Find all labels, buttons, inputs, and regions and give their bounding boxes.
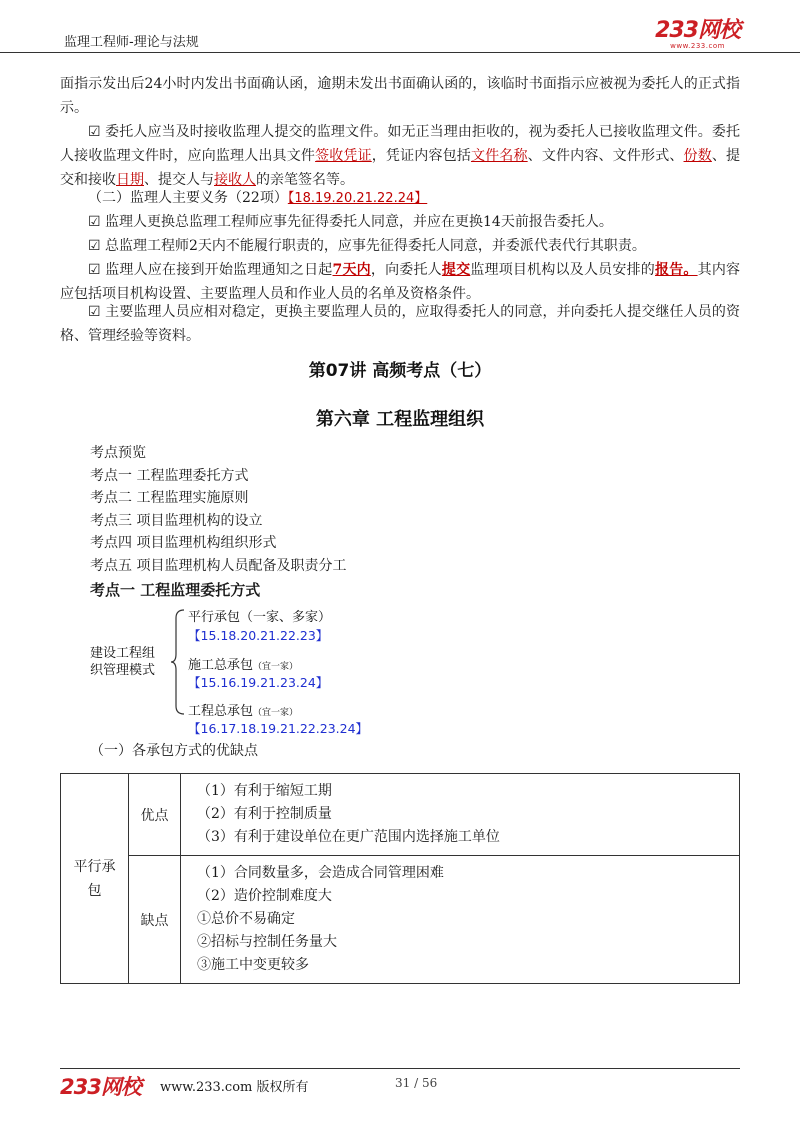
header-logo — [655, 20, 740, 50]
diagram-branch-construction-years: 【15.16.19.21.23.24】 — [188, 675, 329, 690]
table-disadvantages-list: （1）合同数量多，会造成合同管理困难 （2）造价控制难度大 ①总价不易确定 ②招标与控制任务量大 ③施工中变更较多 — [181, 856, 740, 984]
highlight-report: 报告。 — [654, 262, 698, 278]
page-number: 31 / 56 — [395, 1076, 438, 1090]
diagram-root: 建设工程组 织管理模式 — [90, 646, 156, 678]
diagram-branch-engineering: 工程总承包（宜一家） — [188, 704, 299, 719]
highlight-receipt: 签收凭证 — [315, 148, 372, 164]
footer-divider — [60, 1068, 740, 1069]
header-logo-text: 233网校 — [655, 18, 740, 43]
exam-years-tag: 【18.19.20.21.22.24】 — [287, 191, 428, 206]
highlight-date: 日期 — [116, 172, 144, 188]
highlight-submit: 提交 — [441, 262, 471, 278]
highlight-doc-name: 文件名称 — [470, 148, 528, 164]
diagram-brace — [170, 608, 190, 716]
preview-heading: 考点预览 — [90, 445, 146, 461]
preview-item: 考点二 工程监理实施原则 — [90, 490, 249, 506]
table-row — [61, 856, 740, 984]
table-row — [61, 774, 740, 856]
preview-item: 考点五 项目监理机构人员配备及职责分工 — [90, 557, 347, 574]
paragraph-replace-chief: ☑ 监理人更换总监理工程师应事先征得委托人同意，并应在更换14天前报告委托人。 — [88, 214, 613, 230]
chapter-title: 第六章 工程监理组织 — [315, 409, 485, 430]
header-divider — [0, 52, 800, 53]
highlight-copies: 份数 — [683, 148, 712, 164]
table-advantages-label: 优点 — [129, 774, 181, 856]
header-logo-url: www.233.com — [670, 42, 725, 50]
preview-item: 考点三 项目监理机构的设立 — [90, 512, 263, 529]
header-title: 监理工程师-理论与法规 — [64, 35, 199, 50]
footer-logo: 233网校 — [60, 1075, 141, 1099]
paragraph-receive-documents: ☑ 委托人应当及时接收监理人提交的监理文件。如无正当理由拒收的，视为委托人已接收监理文件。委托人接收监理文件时，应向监理人出具文件签收凭证，凭证内容包括文件名称、文件内容、文件形式、份数、提交和接收日期、提交人与接收人的亲笔签名等。 — [60, 124, 741, 188]
footer-site: www.233.com 版权所有 — [160, 1080, 309, 1095]
diagram-branch-engineering-years: 【16.17.18.19.21.22.23.24】 — [188, 721, 369, 736]
diagram-branch-parallel: 平行承包（一家、多家） — [188, 610, 332, 625]
table-disadvantages-label: 缺点 — [129, 856, 181, 984]
preview-item: 考点一 工程监理委托方式 — [90, 467, 249, 484]
table-advantages-list: （1）有利于缩短工期 （2）有利于控制质量 （3）有利于建设单位在更广范围内选择施工单位 — [181, 774, 740, 856]
preview-item: 考点四 项目监理机构组织形式 — [90, 535, 277, 551]
paragraph-chief-absence: ☑ 总监理工程师2天内不能履行职责的，应事先征得委托人同意，并委派代表代行其职责。 — [88, 238, 646, 254]
highlight-receiver: 接收人 — [214, 172, 256, 188]
pros-cons-table — [60, 773, 740, 984]
table-caption: （一）各承包方式的优缺点 — [90, 743, 258, 759]
paragraph-temp-instruction: 面指示发出后24小时内发出书面确认函，逾期未发出书面确认函的，该临时书面指示应被视为委托人的正式指示。 — [60, 76, 740, 116]
paragraph-main-staff-stable: ☑ 主要监理人员应相对稳定，更换主要监理人员的，应取得委托人的同意，并向委托人提交继任人员的资格、管理经验等资料。 — [60, 304, 740, 344]
highlight-7-days: 7天内 — [332, 262, 371, 278]
diagram-branch-parallel-years: 【15.18.20.21.22.23】 — [188, 628, 329, 643]
section-title: 考点一 工程监理委托方式 — [90, 581, 261, 599]
preview-list — [90, 442, 346, 577]
diagram-branch-construction: 施工总承包（宜一家） — [188, 658, 299, 673]
lecture-title: 第07讲 高频考点（七） — [308, 361, 492, 381]
page-header — [60, 20, 740, 50]
paragraph-supervisor-duties-heading: （二）监理人主要义务（22项）【18.19.20.21.22.24】 — [88, 190, 428, 206]
table-type-cell: 平行承 包 — [61, 774, 129, 984]
paragraph-report-7-days: ☑ 监理人应在接到开始监理通知之日起7天内，向委托人提交监理项目机构以及人员安排的报告。其内容应包括项目机构设置、主要监理人员和作业人员的名单及资格条件。 — [60, 262, 741, 302]
